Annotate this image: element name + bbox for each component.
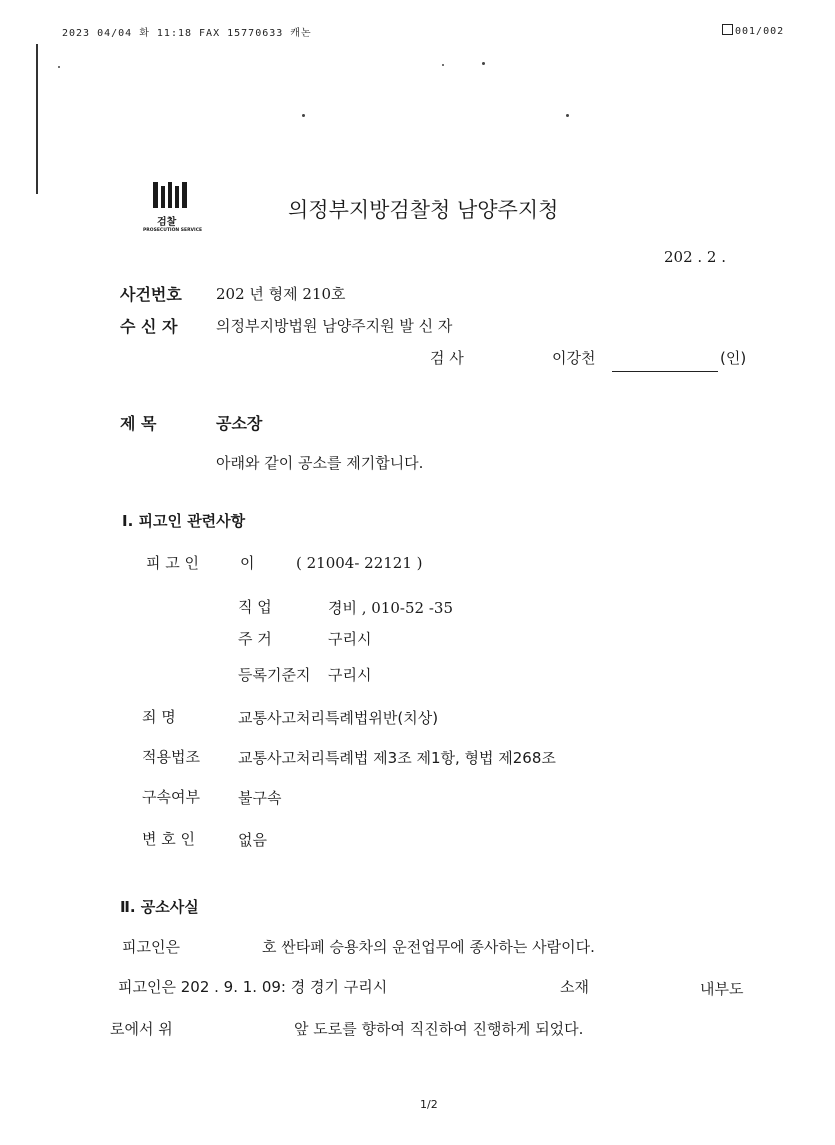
logo-subtext: PROSECUTION SERVICE xyxy=(143,228,203,233)
sender-role: 검 사 xyxy=(430,349,464,367)
crime-value: 교통사고처리특례법위반(치상) xyxy=(238,709,439,727)
detention-value: 불구속 xyxy=(238,789,282,807)
seal-mark: (인) xyxy=(720,349,747,367)
section1-heading: Ⅰ. 피고인 관련사항 xyxy=(122,512,246,530)
address-label: 주 거 xyxy=(238,630,272,648)
facts-line2-end: 내부도 xyxy=(700,980,744,998)
facts-line2-middle: 소재 xyxy=(560,978,589,996)
scan-speck xyxy=(442,64,444,66)
law-label: 적용법조 xyxy=(142,748,200,766)
detention-label: 구속여부 xyxy=(142,788,200,806)
logo-text: 검찰 xyxy=(157,217,177,228)
case-number-label: 사건번호 xyxy=(120,285,182,304)
job-label: 직 업 xyxy=(238,598,272,616)
document-date: 202 . 2 . xyxy=(664,248,727,266)
crime-label: 죄 명 xyxy=(142,708,176,726)
fax-page-count: 001/002 xyxy=(735,26,785,37)
office-title: 의정부지방검찰청 남양주지청 xyxy=(288,198,559,222)
scan-speck xyxy=(566,114,569,117)
lawyer-label: 변 호 인 xyxy=(142,830,196,848)
section2-heading: Ⅱ. 공소사실 xyxy=(120,898,199,916)
fax-header-left: 2023 04/04 화 11:18 FAX 15770633 캐논 xyxy=(62,28,312,39)
facts-line3-end: 앞 도로를 향하여 직진하여 진행하게 되었다. xyxy=(294,1020,584,1038)
fax-header-right xyxy=(722,24,784,37)
recipient-value: 의정부지방법원 남양주지원 발 신 자 xyxy=(216,317,453,335)
subject-value: 공소장 xyxy=(216,414,263,433)
facts-line1-start: 피고인은 xyxy=(122,938,180,956)
defendant-name: 이 xyxy=(240,554,255,572)
intro-text: 아래와 같이 공소를 제기합니다. xyxy=(216,454,424,472)
recipient-label: 수 신 자 xyxy=(120,317,178,336)
defendant-label: 피 고 인 xyxy=(146,554,200,572)
case-number-value: 202 년 형제 210호 xyxy=(216,285,346,303)
scan-speck xyxy=(302,114,305,117)
facts-line1-end: 호 싼타페 승용차의 운전업무에 종사하는 사람이다. xyxy=(262,938,595,956)
page-number: 1/2 xyxy=(420,1098,438,1111)
signature-line xyxy=(612,371,718,372)
address-value: 구리시 xyxy=(328,630,372,648)
fax-icon xyxy=(722,24,733,35)
lawyer-value: 없음 xyxy=(238,831,267,849)
facts-line3-start: 로에서 위 xyxy=(110,1020,173,1038)
scan-speck xyxy=(482,62,485,65)
logo-bars-icon xyxy=(153,180,193,210)
law-value: 교통사고처리특례법 제3조 제1항, 형법 제268조 xyxy=(238,749,556,767)
defendant-id: ( 21004- 22121 ) xyxy=(296,554,423,572)
sender-name: 이강천 xyxy=(552,349,596,367)
facts-line2-start: 피고인은 202 . 9. 1. 09: 경 경기 구리시 xyxy=(118,978,388,996)
scan-speck xyxy=(58,66,60,68)
job-value: 경비 , 010-52 -35 xyxy=(328,599,453,617)
scan-edge-line xyxy=(36,44,38,194)
registered-value: 구리시 xyxy=(328,666,372,684)
subject-label: 제 목 xyxy=(120,414,157,433)
registered-label: 등록기준지 xyxy=(238,666,311,684)
